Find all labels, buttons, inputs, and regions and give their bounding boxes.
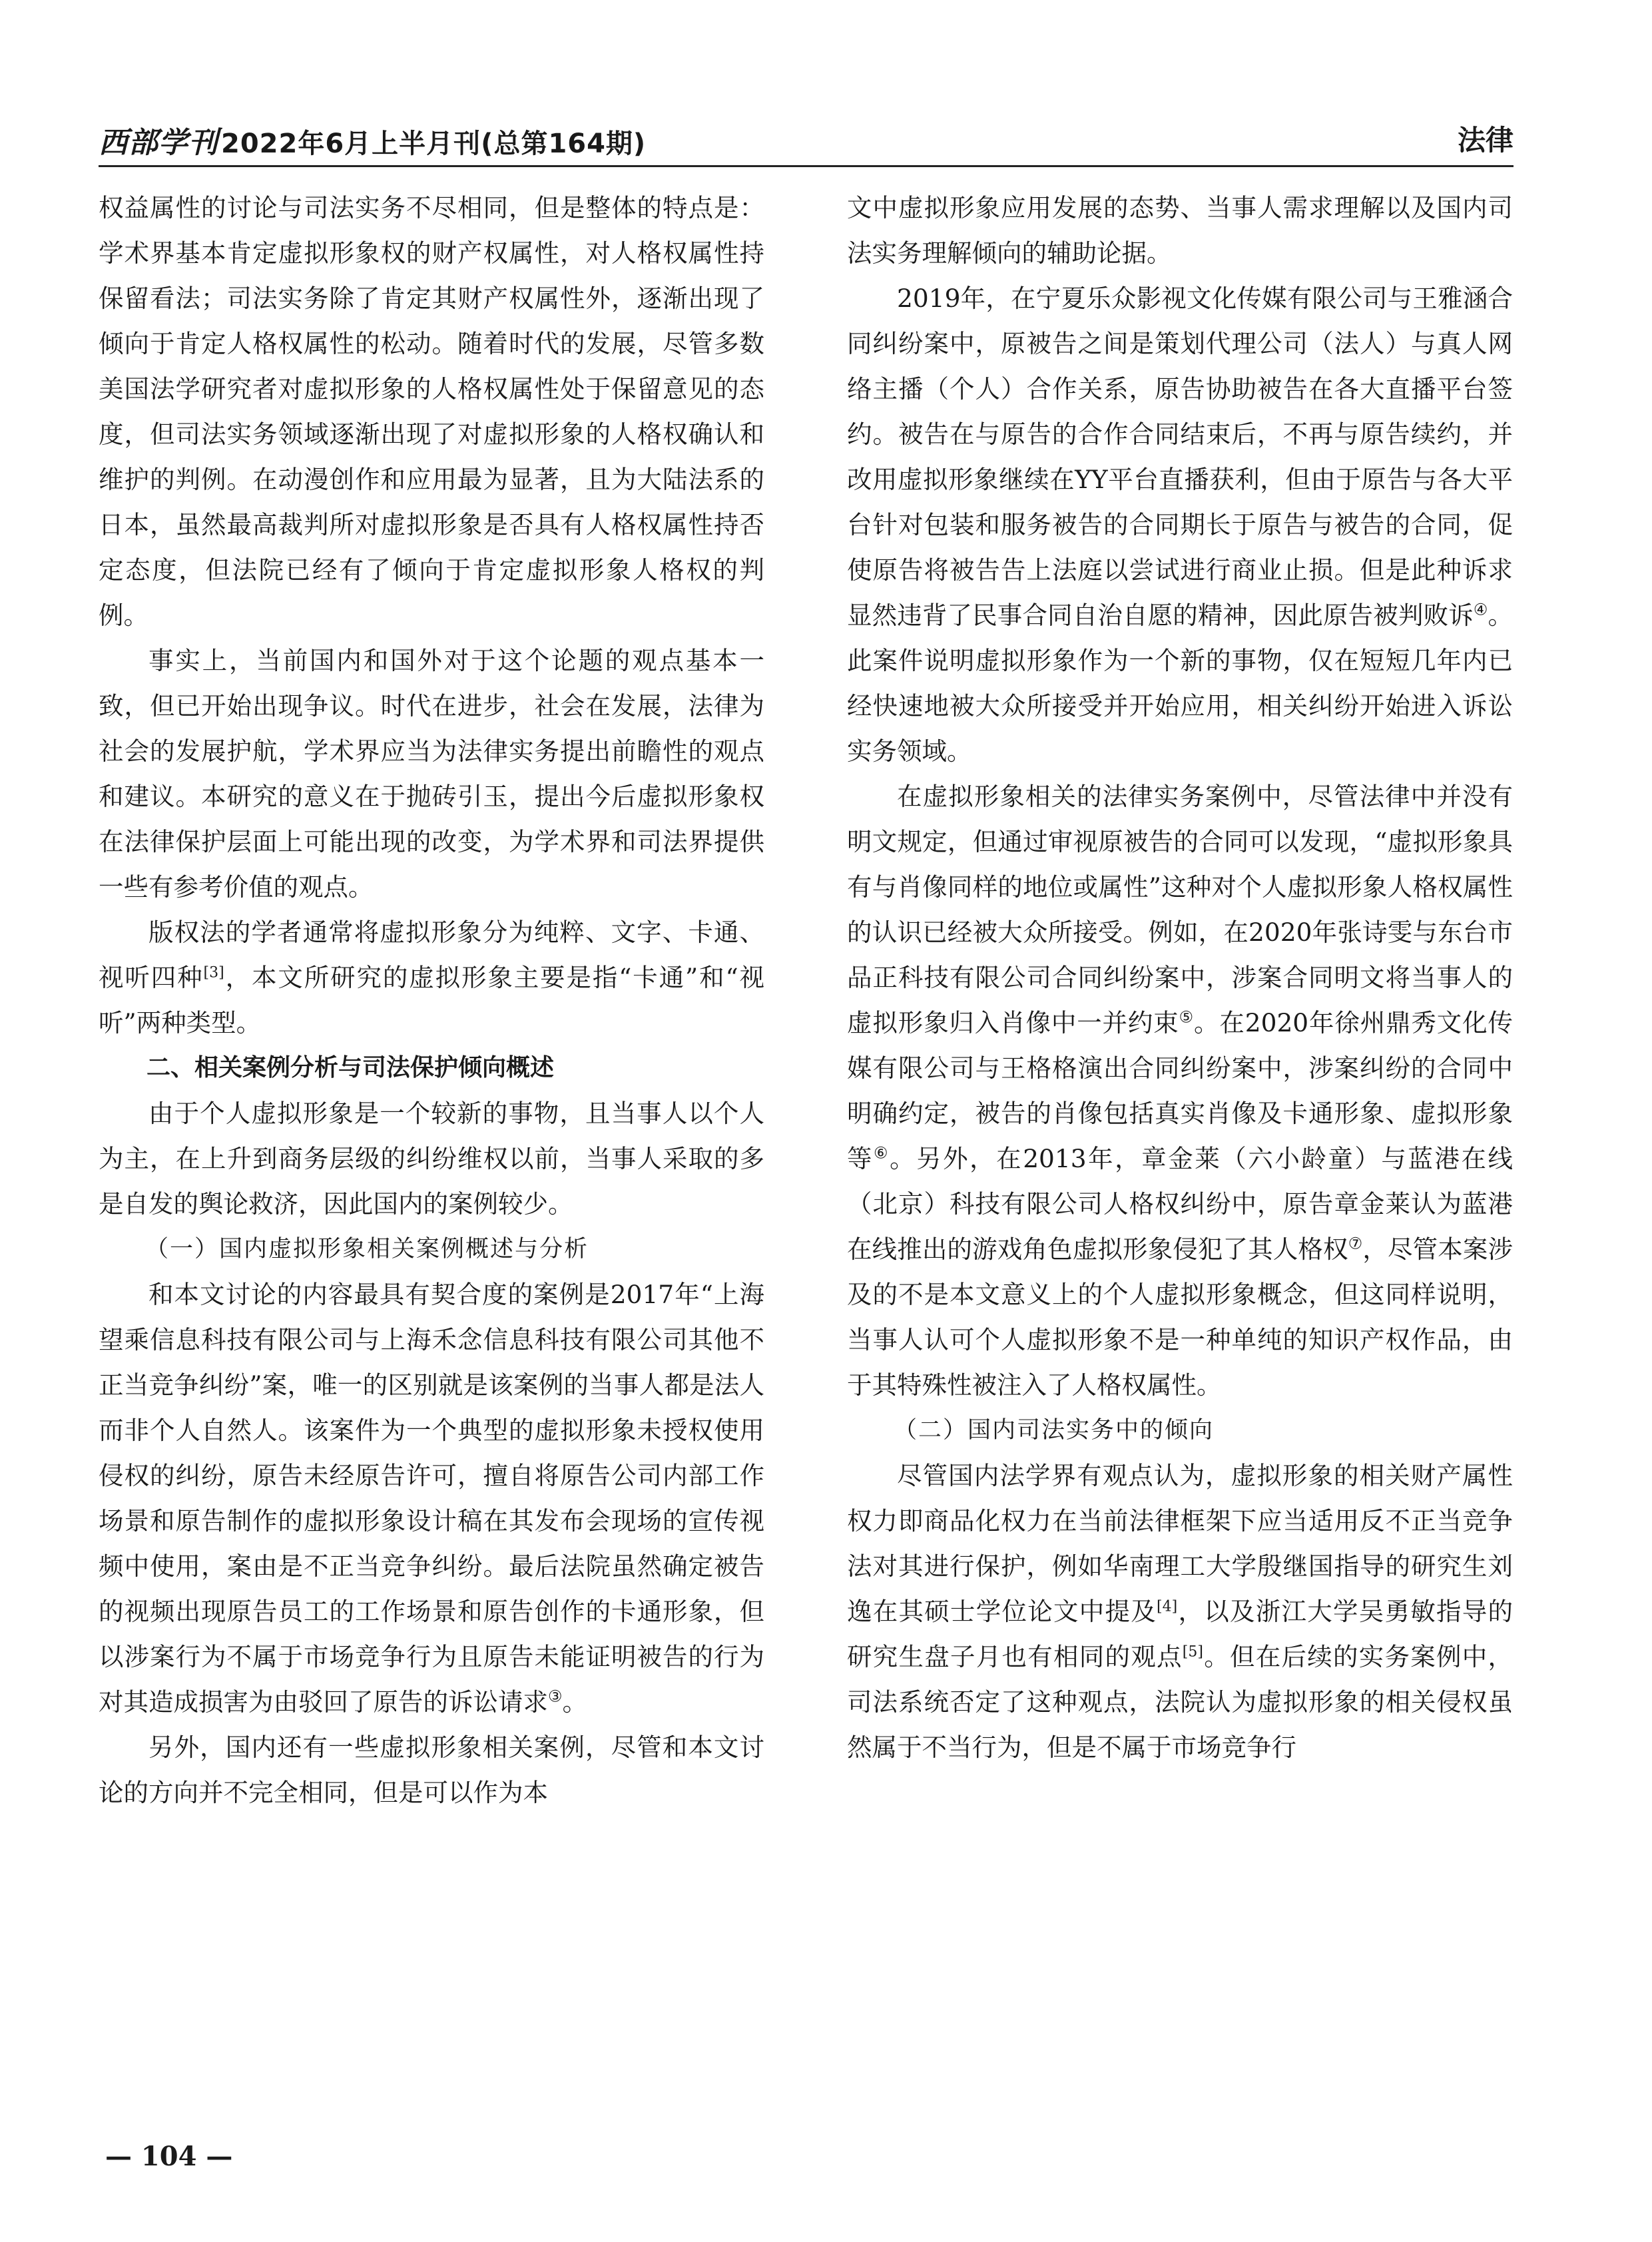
- body-paragraph: [99, 1725, 764, 1815]
- text-run: 。但在后续的实务案例中，司法系统否定了这种观点，法院认为虚拟形象的相关侵权虽然属于不当行为，但是不属于市场竞争行: [847, 1642, 1514, 1762]
- body-paragraph: [847, 185, 1513, 276]
- section-label: 法律: [1457, 124, 1514, 156]
- text-run: 另外，国内还有一些虚拟形象相关案例，尽管和本文讨论的方向并不完全相同，但是可以作为本: [99, 1733, 764, 1807]
- body-paragraph: [847, 276, 1513, 774]
- citation-ref: [3]: [203, 964, 224, 981]
- body-paragraph: [847, 774, 1513, 1408]
- left-column: [99, 185, 764, 1815]
- text-run: 权益属性的讨论与司法实务不尽相同，但是整体的特点是：学术界基本肯定虚拟形象权的财产权属性，对人格权属性持保留看法；司法实务除了肯定其财产权属性外，逐渐出现了倾向于肯定人格权属性的松动。随着时代的发展，尽管多数美国法学研究者对虚拟形象的人格权属性处于保留意见的态度，但司法实务领域逐渐出现了对虚拟形象的人格权确认和维护的判例。在动漫创作和应用最为显著，且为大陆法系的日本，虽然最高裁判所对虚拟形象是否具有人格权属性持否定态度，但法院已经有了倾向于肯定虚拟形象人格权的判例。: [99, 193, 764, 630]
- footnote-ref: ⑥: [874, 1143, 890, 1163]
- footnote-ref: ⑦: [1348, 1234, 1363, 1253]
- text-run: ，尽管本案涉及的不是本文意义上的个人虚拟形象概念，但这同样说明，当事人认可个人虚拟形象不是一种单纯的知识产权作品，由于其特殊性被注入了人格权属性。: [847, 1235, 1514, 1400]
- text-run: （一）国内虚拟形象相关案例概述与分析: [145, 1236, 589, 1262]
- footnote-ref: ⑤: [1179, 1007, 1195, 1027]
- text-run: 。在2020年徐州鼎秀文化传媒有限公司与王格格演出合同纠纷案中，涉案纠纷的合同中明确约定，被告的肖像包括真实肖像及卡通形象、虚拟形象等: [847, 1008, 1514, 1173]
- text-run: 。此案件说明虚拟形象作为一个新的事物，仅在短短几年内已经快速地被大众所接受并开始应用，相关纠纷开始进入诉讼实务领域。: [847, 601, 1514, 766]
- text-run: 文中虚拟形象应用发展的态势、当事人需求理解以及国内司法实务理解倾向的辅助论据。: [847, 193, 1513, 268]
- citation-ref: [5]: [1182, 1643, 1203, 1661]
- text-run: 。另外，在2013年，章金莱（六小龄童）与蓝港在线（北京）科技有限公司人格权纠纷中，原告章金莱认为蓝港在线推出的游戏角色虚拟形象侵犯了其人格权: [847, 1144, 1514, 1264]
- body-paragraph: [99, 185, 764, 638]
- text-run: 在虚拟形象相关的法律实务案例中，尽管法律中并没有明文规定，但通过审视原被告的合同可以发现，“虚拟形象具有与肖像同样的地位或属性”这种对个人虚拟形象人格权属性的认识已经被大众所接受。例如，在2020年张诗雯与东台市品正科技有限公司合同纠纷案中，涉案合同明文将当事人的虚拟形象归入肖像中一并约束: [847, 782, 1513, 1037]
- text-run: 和本文讨论的内容最具有契合度的案例是2017年“上海望乘信息科技有限公司与上海禾念信息科技有限公司其他不正当竞争纠纷”案，唯一的区别就是该案例的当事人都是法人而非个人自然人。该案件为一个典型的虚拟形象未授权使用侵权的纠纷，原告未经原告许可，擅自将原告公司内部工作场景和原告制作的虚拟形象设计稿在其发布会现场的宣传视频中使用，案由是不正当竞争纠纷。最后法院虽然确定被告的视频出现原告员工的工作场景和原告创作的卡通形象，但以涉案行为不属于市场竞争行为且原告未能证明被告的行为对其造成损害为由驳回了原告的诉讼请求: [99, 1280, 764, 1717]
- subsection-heading: [847, 1408, 1513, 1453]
- text-run: 。: [562, 1687, 588, 1717]
- running-header: [99, 113, 1514, 167]
- journal-issue: 2022年6月上半月刊(总第164期): [221, 129, 647, 159]
- text-run: 事实上，当前国内和国外对于这个论题的观点基本一致，但已开始出现争议。时代在进步，社会在发展，法律为社会的发展护航，学术界应当为法律实务提出前瞻性的观点和建议。本研究的意义在于抛砖引玉，提出今后虚拟形象权在法律保护层面上可能出现的改变，为学术界和司法界提供一些有参考价值的观点。: [99, 646, 764, 902]
- footnote-ref: ③: [548, 1687, 563, 1706]
- text-run: ，本文所研究的虚拟形象主要是指“卡通”和“视听”两种类型。: [99, 963, 765, 1037]
- text-run: （二）国内司法实务中的倾向: [894, 1417, 1215, 1444]
- body-paragraph: [99, 638, 764, 910]
- citation-ref: [4]: [1157, 1598, 1178, 1615]
- body-paragraph: [99, 1272, 764, 1725]
- body-paragraph: [847, 1453, 1513, 1770]
- body-paragraph: [99, 1091, 764, 1227]
- text-run: ，以及浙江大学吴勇敏指导的研究生盘子月也有相同的观点: [847, 1597, 1514, 1671]
- text-run: 版权法的学者通常将虚拟形象分为纯粹、文字、卡通、视听四种: [99, 918, 764, 992]
- journal-logo: 西部学刊: [99, 126, 218, 160]
- text-run: 二、相关案例分析与司法保护倾向概述: [146, 1054, 555, 1081]
- body-paragraph: [99, 910, 764, 1045]
- text-run: 2019年，在宁夏乐众影视文化传媒有限公司与王雅涵合同纠纷案中，原被告之间是策划代理公司（法人）与真人网络主播（个人）合作关系，原告协助被告在各大直播平台签约。被告在与原告的合作合同结束后，不再与原告续约，并改用虚拟形象继续在YY平台直播获利，但由于原告与各大平台针对包装和服务被告的合同期长于原告与被告的合同，促使原告将被告告上法庭以尝试进行商业止损。但是此种诉求显然违背了民事合同自治自愿的精神，因此原告被判败诉: [847, 284, 1513, 630]
- right-column: [847, 185, 1513, 1770]
- journal-title: [99, 119, 646, 161]
- page-number: — 104 —: [105, 2141, 233, 2172]
- text-run: 尽管国内法学界有观点认为，虚拟形象的相关财产属性权力即商品化权力在当前法律框架下应当适用反不正当竞争法对其进行保护，例如华南理工大学殷继国指导的研究生刘逸在其硕士学位论文中提及: [847, 1461, 1513, 1626]
- footnote-ref: ④: [1473, 600, 1488, 619]
- text-run: 由于个人虚拟形象是一个较新的事物，且当事人以个人为主，在上升到商务层级的纠纷维权以前，当事人采取的多是自发的舆论救济，因此国内的案例较少。: [99, 1099, 764, 1219]
- section-heading: [99, 1045, 764, 1091]
- subsection-heading: [99, 1227, 764, 1272]
